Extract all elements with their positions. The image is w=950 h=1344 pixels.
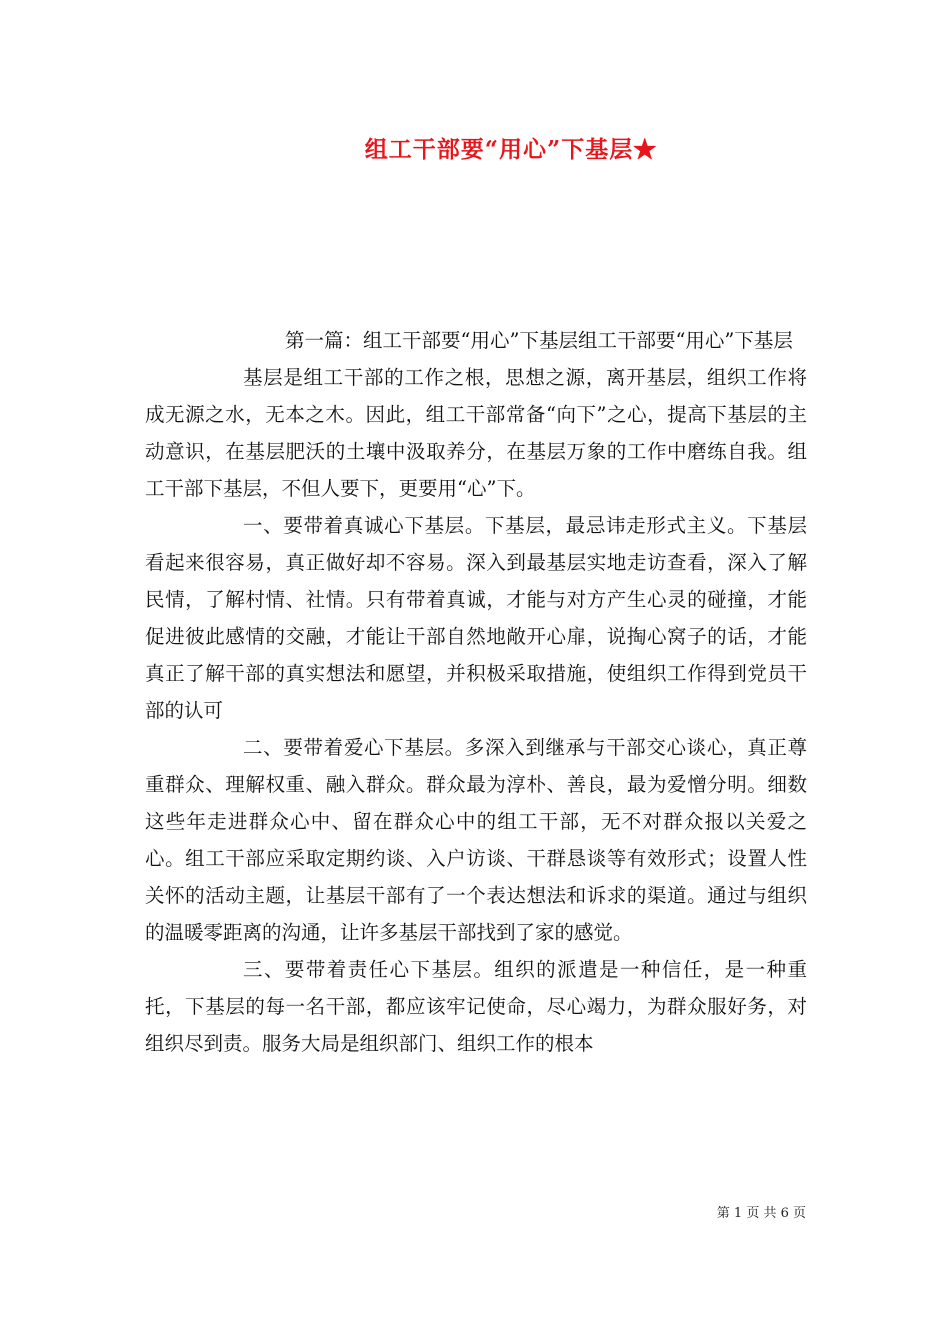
document-body bbox=[145, 322, 807, 1062]
paragraph-heading: 第一篇：组工干部要“用心”下基层组工干部要“用心”下基层 bbox=[285, 329, 793, 352]
paragraph-intro: 基层是组工干部的工作之根，思想之源，离开基层，组织工作将成无源之水，无本之木。因此，组工干部常备“向下”之心，提高下基层的主动意识，在基层肥沃的土壤中汲取养分，在基层万象的工作中磨练自我。组工干部下基层，不但人要下，更要用“心”下。 bbox=[145, 366, 807, 500]
document-title: 组工干部要“用心”下基层★ bbox=[364, 136, 658, 163]
paragraph-point-3: 三、要带着责任心下基层。组织的派遣是一种信任，是一种重托，下基层的每一名干部，都应该牢记使命，尽心竭力，为群众服好务，对组织尽到责。服务大局是组织部门、组织工作的根本 bbox=[145, 958, 807, 1055]
paragraph-point-2: 二、要带着爱心下基层。多深入到继承与干部交心谈心，真正尊重群众、理解权重、融入群众。群众最为淳朴、善良，最为爱憎分明。细数这些年走进群众心中、留在群众心中的组工干部，无不对群众报以关爱之心。组工干部应采取定期约谈、入户访谈、干群恳谈等有效形式；设置人性关怀的活动主题，让基层干部有了一个表达想法和诉求的渠道。通过与组织的温暖零距离的沟通，让许多基层干部找到了家的感觉。 bbox=[145, 736, 807, 944]
paragraph-point-1: 一、要带着真诚心下基层。下基层，最忌讳走形式主义。下基层看起来很容易，真正做好却不容易。深入到最基层实地走访查看，深入了解民情，了解村情、社情。只有带着真诚，才能与对方产生心灵的碰撞，才能促进彼此感情的交融，才能让干部自然地敞开心扉，说掏心窝子的话，才能真正了解干部的真实想法和愿望，并积极采取措施，使组织工作得到党员干部的认可 bbox=[145, 514, 807, 722]
page-number: 第 1 页 共 6 页 bbox=[716, 1206, 806, 1221]
